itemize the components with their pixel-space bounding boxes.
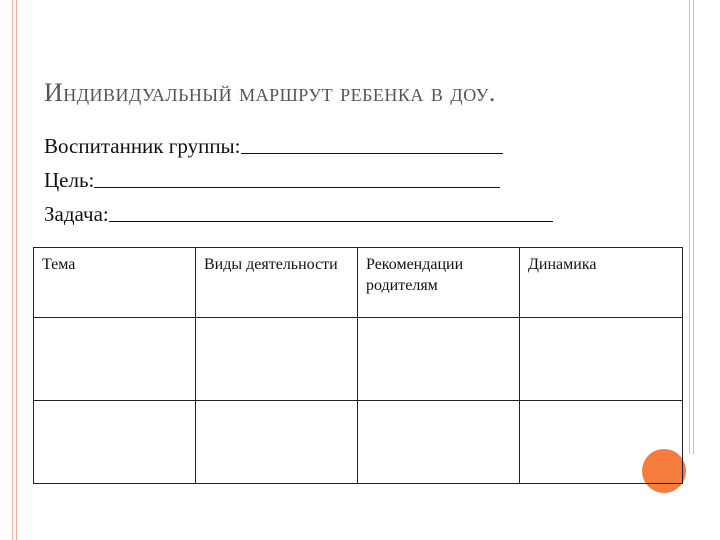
- page-title: Индивидуальный маршрут ребенка в доу.: [44, 78, 496, 107]
- field-task-blank: [109, 220, 553, 222]
- header-activities: Виды деятельности: [196, 248, 358, 318]
- field-task: [44, 202, 553, 227]
- table-row: [34, 401, 683, 484]
- right-frame-border: [689, 0, 694, 454]
- table-cell[interactable]: [520, 401, 683, 484]
- field-task-label: Задача:: [44, 202, 109, 226]
- table-cell[interactable]: [358, 318, 520, 401]
- table-cell[interactable]: [34, 401, 196, 484]
- header-dynamics: Динамика: [520, 248, 683, 318]
- header-topic: Тема: [34, 248, 196, 318]
- table-cell[interactable]: [520, 318, 683, 401]
- route-table: [33, 247, 683, 484]
- field-goal-blank: [94, 186, 500, 188]
- left-frame-border: [12, 0, 17, 540]
- field-goal-label: Цель:: [44, 168, 95, 192]
- field-pupil-group-blank: [241, 152, 503, 154]
- table-cell[interactable]: [196, 318, 358, 401]
- field-goal: [44, 168, 500, 193]
- table-cell[interactable]: [34, 318, 196, 401]
- table-row: [34, 318, 683, 401]
- field-pupil-group-label: Воспитанник группы:: [44, 134, 241, 158]
- table-header-row: [34, 248, 683, 318]
- header-parent-recommendations: Рекомендации родителям: [358, 248, 520, 318]
- table-cell[interactable]: [358, 401, 520, 484]
- table-cell[interactable]: [196, 401, 358, 484]
- field-pupil-group: [44, 134, 503, 159]
